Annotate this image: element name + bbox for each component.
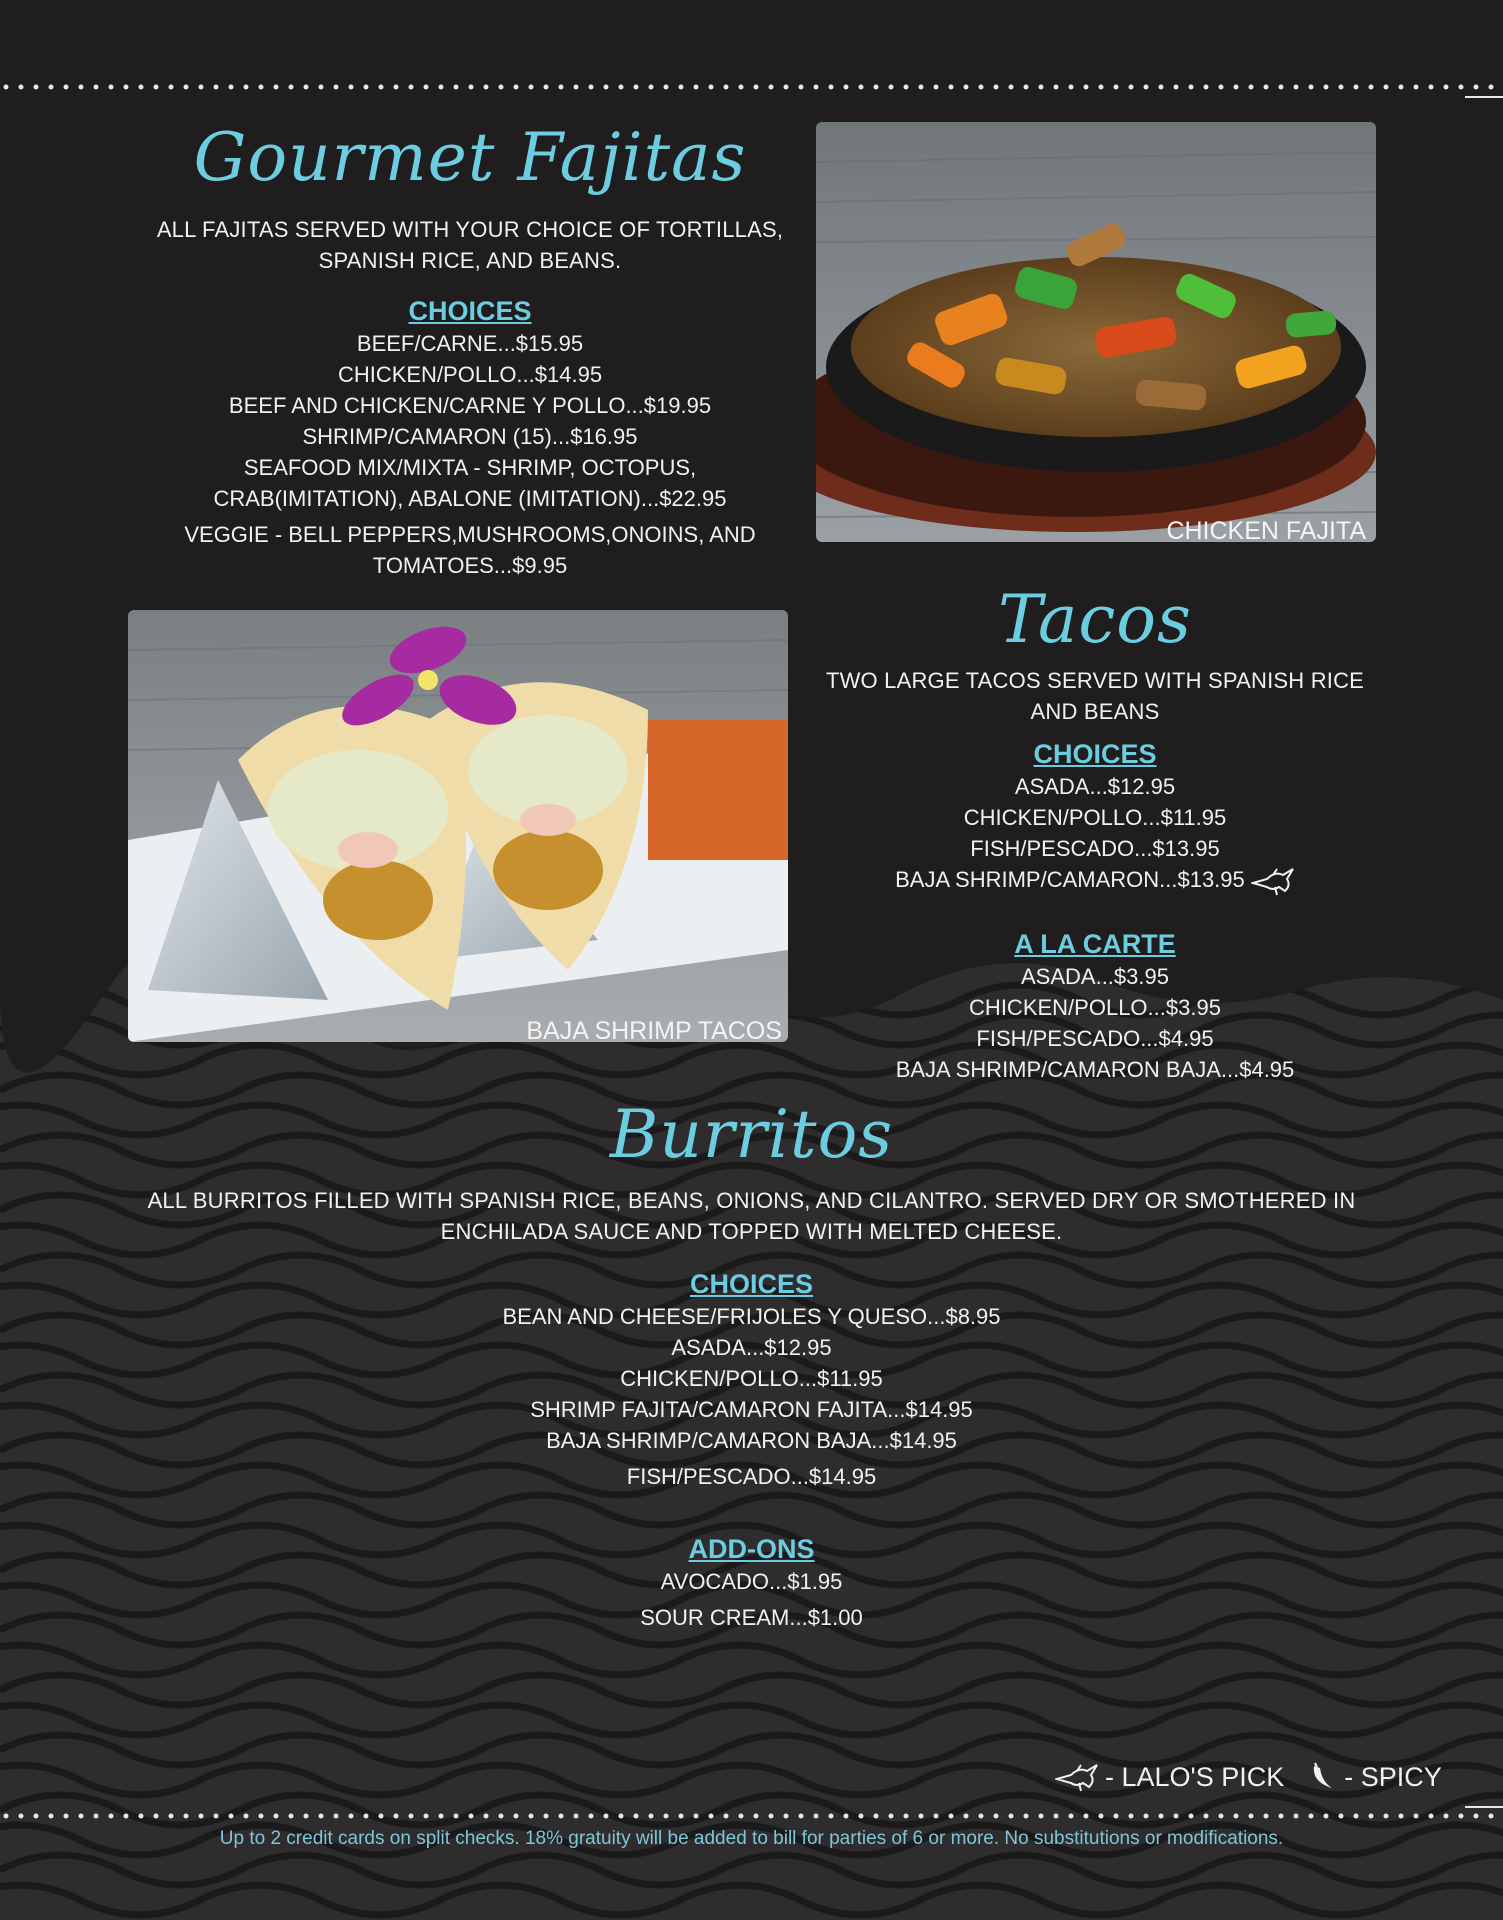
fajitas-description: ALL FAJITAS SERVED WITH YOUR CHOICE OF TORTILLAS, SPANISH RICE, AND BEANS. [156, 217, 784, 273]
fajitas-items [130, 328, 810, 581]
menu-item: FISH/PESCADO...$13.95 [970, 836, 1220, 861]
baja-shrimp-tacos-photo [128, 610, 788, 1042]
tacos-section [810, 575, 1380, 1085]
top-rule [1465, 96, 1503, 98]
menu-item: CHICKEN/POLLO...$11.95 [620, 1366, 883, 1391]
legend [1055, 1760, 1452, 1794]
menu-item: SOUR CREAM...$1.00 [640, 1605, 863, 1630]
addons-heading: ADD-ONS [688, 1534, 815, 1564]
burritos-description: ALL BURRITOS FILLED WITH SPANISH RICE, BEANS, ONIONS, AND CILANTRO. SERVED DRY OR SMOTHERED IN ENCHILADA SAUCE AND TOPPED WITH MELTED CHEESE. [147, 1188, 1356, 1244]
menu-item: SEAFOOD MIX/MIXTA - SHRIMP, OCTOPUS, CRAB(IMITATION), ABALONE (IMITATION)...$22.95 [213, 455, 727, 511]
burritos-choices-heading: CHOICES [689, 1269, 814, 1299]
menu-item-lalos-pick [810, 864, 1380, 897]
fajitas-choices-heading: CHOICES [408, 296, 532, 326]
menu-item: ASADA...$12.95 [1014, 774, 1176, 799]
menu-item: ASADA...$3.95 [1021, 964, 1169, 990]
menu-item: BAJA SHRIMP/CAMARON BAJA...$14.95 [546, 1428, 957, 1453]
chicken-fajita-caption: CHICKEN FAJITA [1166, 517, 1366, 542]
a-la-carte-items [810, 961, 1380, 1085]
footer-note: Up to 2 credit cards on split checks. 18% gratuity will be added to bill for parties of 6 or more. No substitutions or modifications. [219, 1828, 1284, 1849]
burritos-title: Burritos [609, 1096, 894, 1173]
menu-item: CHICKEN/POLLO...$14.95 [337, 362, 603, 387]
menu-item: BEEF/CARNE...$15.95 [356, 331, 584, 356]
spicy-label: - SPICY [1344, 1761, 1442, 1792]
menu-item: BEAN AND CHEESE/FRIJOLES Y QUESO...$8.95 [502, 1304, 1001, 1329]
menu-item: SHRIMP FAJITA/CAMARON FAJITA...$14.95 [530, 1397, 973, 1422]
chicken-fajita-photo [816, 122, 1376, 542]
menu-item: ASADA...$12.95 [671, 1335, 832, 1360]
marlin-icon [1251, 865, 1295, 897]
menu-item: CHICKEN/POLLO...$11.95 [963, 805, 1227, 830]
a-la-carte-heading: A LA CARTE [1014, 929, 1176, 960]
bottom-rule [1465, 1806, 1503, 1808]
top-dotted-border [0, 82, 1503, 92]
burritos-section [130, 1085, 1373, 1633]
menu-item: AVOCADO...$1.95 [660, 1569, 843, 1594]
menu-item: BEEF AND CHICKEN/CARNE Y POLLO...$19.95 [228, 393, 712, 418]
menu-item: FISH/PESCADO...$4.95 [976, 1026, 1214, 1052]
fajitas-title: Gourmet Fajitas [193, 119, 747, 196]
burritos-items [130, 1301, 1373, 1492]
baja-shrimp-tacos-caption: BAJA SHRIMP TACOS [526, 1017, 782, 1042]
lalos-pick-label: - LALO'S PICK [1105, 1761, 1285, 1792]
addons-items [130, 1566, 1373, 1633]
menu-item: VEGGIE - BELL PEPPERS,MUSHROOMS,ONOINS, AND TOMATOES...$9.95 [184, 522, 756, 578]
bottom-dotted-border [0, 1811, 1503, 1821]
tacos-description: TWO LARGE TACOS SERVED WITH SPANISH RICE AND BEANS [825, 668, 1365, 724]
tacos-items [810, 771, 1380, 897]
menu-item-label: BAJA SHRIMP/CAMARON...$13.95 [895, 867, 1245, 892]
fajitas-section [130, 108, 810, 581]
menu-item: BAJA SHRIMP/CAMARON BAJA...$4.95 [895, 1057, 1295, 1083]
menu-item: SHRIMP/CAMARON (15)...$16.95 [302, 424, 638, 449]
tacos-choices-heading: CHOICES [1033, 739, 1157, 769]
chili-pepper-icon [1308, 1762, 1338, 1792]
marlin-icon [1055, 1761, 1099, 1793]
menu-item: FISH/PESCADO...$14.95 [626, 1464, 877, 1489]
menu-item: CHICKEN/POLLO...$3.95 [969, 995, 1221, 1021]
tacos-title: Tacos [998, 581, 1192, 658]
